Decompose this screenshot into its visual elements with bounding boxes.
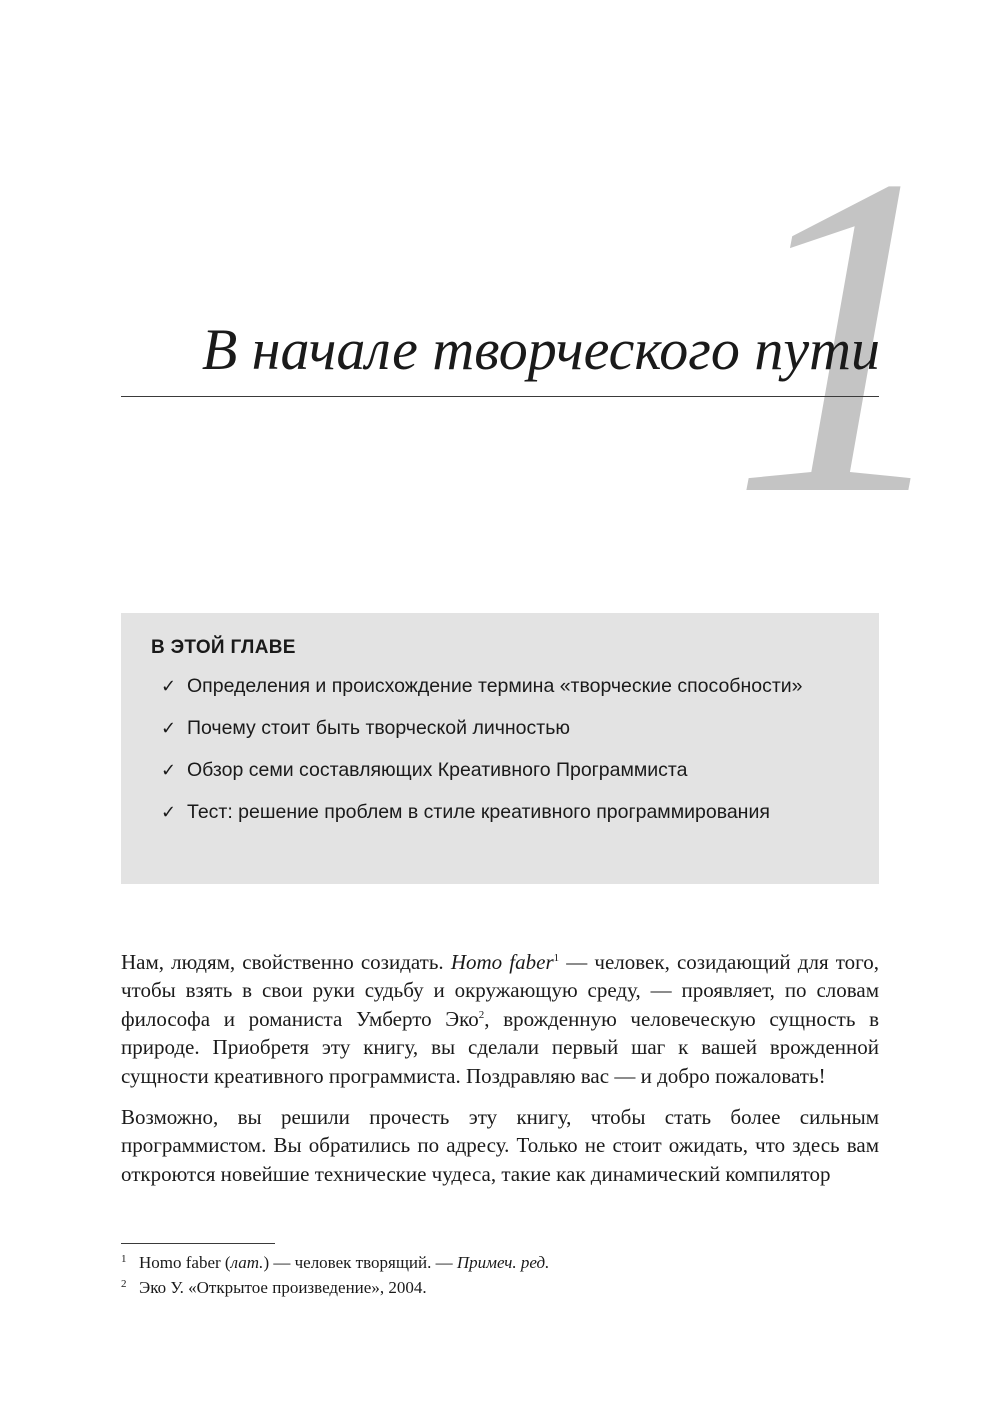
footnote-ref-2[interactable]: 2 bbox=[478, 1008, 485, 1021]
footnote-2 bbox=[121, 1275, 879, 1300]
paragraph-text: Нам, людям, свойственно созидать. bbox=[121, 950, 451, 974]
body-paragraph-2: Возможно, вы решили прочесть эту книгу, чтобы стать более сильным программистом. Вы обратились по адресу. Только не стоит ожидать, что здесь вам откроются новейшие технические чудеса, такие как динамический компилятор bbox=[121, 1105, 879, 1186]
chapter-title: В начале творческого пути bbox=[201, 317, 880, 382]
checkmark-icon: ✓ bbox=[161, 802, 177, 823]
body-text bbox=[121, 948, 879, 1201]
body-paragraph-1 bbox=[121, 948, 879, 1090]
checkmark-icon: ✓ bbox=[161, 676, 177, 697]
summary-item bbox=[151, 714, 849, 743]
footnote-italic: лат. bbox=[230, 1253, 264, 1272]
footnote-1 bbox=[121, 1250, 879, 1275]
footnotes bbox=[121, 1250, 879, 1300]
summary-item bbox=[151, 798, 849, 827]
footnote-divider bbox=[121, 1243, 275, 1244]
summary-item-text: Определения и происхождение термина «творческие способности» bbox=[187, 675, 803, 697]
summary-item-text: Почему стоит быть творческой личностью bbox=[187, 717, 570, 739]
footnote-mark: 1 bbox=[121, 1253, 127, 1265]
title-divider bbox=[121, 396, 879, 397]
latin-term: Homo faber bbox=[450, 950, 554, 974]
checkmark-icon: ✓ bbox=[161, 718, 177, 739]
footnote-mark: 2 bbox=[121, 1278, 127, 1290]
summary-item bbox=[151, 756, 849, 785]
paragraph-text: , врожденную человеческую сущность в природе. Приобретя эту книгу, вы сделали первый шаг к вашей врожденной сущности креативного программиста. Поздравляю вас — и добро пожаловать! bbox=[121, 1006, 879, 1088]
summary-list bbox=[151, 672, 849, 827]
checkmark-icon: ✓ bbox=[161, 760, 177, 781]
chapter-number: 1 bbox=[730, 80, 960, 590]
summary-heading: В ЭТОЙ ГЛАВЕ bbox=[151, 637, 296, 658]
footnote-italic: Примеч. ред. bbox=[456, 1253, 550, 1272]
summary-item bbox=[151, 672, 849, 701]
summary-item-text: Тест: решение проблем в стиле креативного программирования bbox=[187, 801, 770, 823]
footnote-text: Homo faber ( bbox=[139, 1253, 231, 1272]
footnote-ref-1[interactable]: 1 bbox=[553, 952, 560, 964]
chapter-summary-box bbox=[121, 613, 879, 884]
paragraph-text: — человек, созидающий для того, чтобы взять в свои руки судьбу и окружающую среду, — проявляет, по словам философа и романиста Умберто Эко bbox=[121, 950, 880, 1031]
footnote-text: Эко У. «Открытое произведение», 2004. bbox=[139, 1278, 427, 1297]
summary-item-text: Обзор семи составляющих Креативного Программиста bbox=[187, 759, 688, 781]
footnote-text: ) — человек творящий. — bbox=[263, 1253, 457, 1272]
